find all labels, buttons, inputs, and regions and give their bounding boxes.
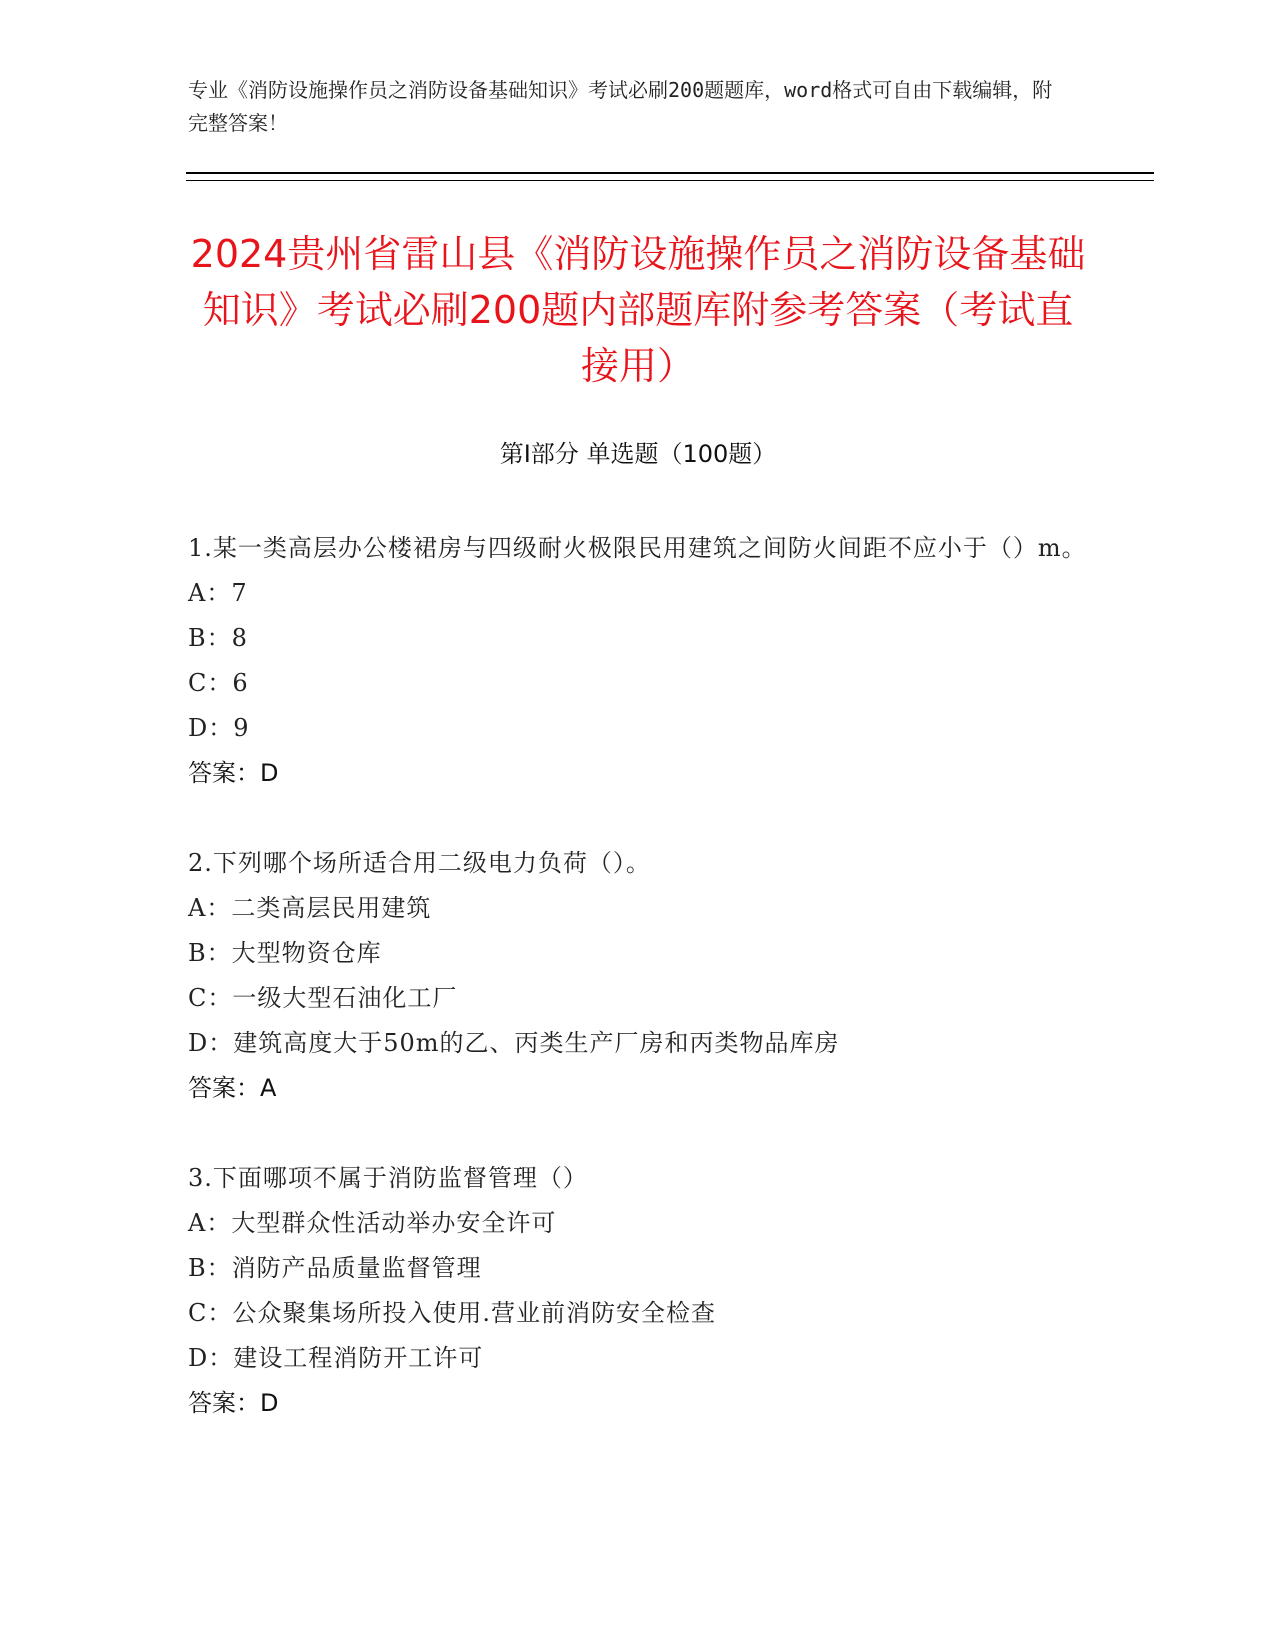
option-a: A：二类高层民用建筑 [188,894,432,922]
question-text: 3.下面哪项不属于消防监督管理（） [188,1164,588,1192]
answer-line: 答案：D [188,759,279,787]
option-d: D：建设工程消防开工许可 [188,1344,484,1372]
question-text: 2.下列哪个场所适合用二级电力负荷（）。 [188,849,651,877]
option-c: C：一级大型石油化工厂 [188,984,458,1012]
option-b: B：8 [188,624,248,652]
option-a: A：大型群众性活动举办安全许可 [188,1209,557,1237]
option-b: B：消防产品质量监督管理 [188,1254,482,1282]
section-title: 第I部分 单选题（100题） [499,440,777,468]
question-1 [188,526,1088,796]
option-c: C：6 [188,669,249,697]
option-c: C：公众聚集场所投入使用.营业前消防安全检查 [188,1299,716,1327]
option-a: A：7 [188,579,248,607]
header-rule-thick [186,172,1154,174]
option-d: D：建筑高度大于50m的乙、丙类生产厂房和丙类物品库房 [188,1029,840,1057]
question-3 [188,1156,1088,1426]
question-list [188,526,1088,1471]
answer-line: 答案：D [188,1389,279,1417]
option-b: B：大型物资仓库 [188,939,382,967]
option-d: D：9 [188,714,250,742]
document-title: 2024贵州省雷山县《消防设施操作员之消防设备基础知识》考试必刷200题内部题库附参考答案（考试直接用） [190,232,1086,388]
question-2 [188,841,1088,1111]
answer-line: 答案：A [188,1074,277,1102]
header-rule-thin [186,180,1154,181]
header-note: 专业《消防设施操作员之消防设备基础知识》考试必刷200题题库，word格式可自由下载编辑，附完整答案！ [188,78,1053,135]
question-text: 1.某一类高层办公楼裙房与四级耐火极限民用建筑之间防火间距不应小于（）m。 [188,534,1087,562]
